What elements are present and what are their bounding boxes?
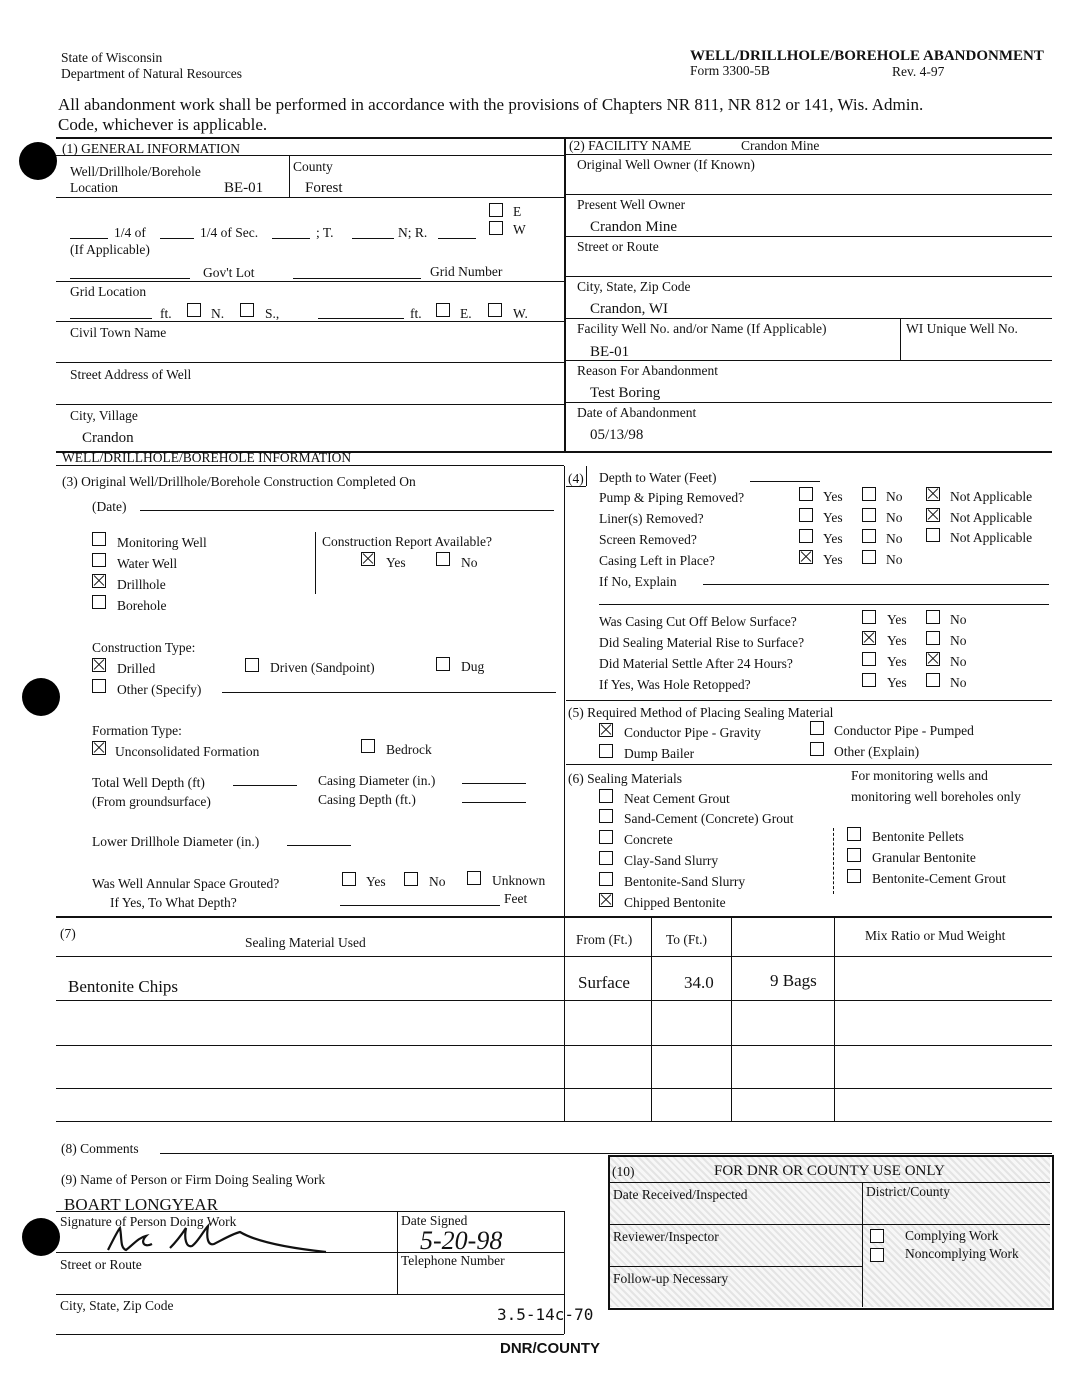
driven-checkbox[interactable]: [245, 658, 259, 672]
cut-yes-checkbox[interactable]: [862, 610, 876, 624]
dnr-use-heading: FOR DNR OR COUNTY USE ONLY: [714, 1163, 945, 1179]
quarter-section-label: 1/4 of Sec.: [200, 225, 259, 240]
facility-well-value[interactable]: BE-01: [590, 344, 630, 360]
district-county-label: District/County: [866, 1184, 950, 1199]
reason-value[interactable]: Test Boring: [590, 385, 661, 401]
screen-na-checkbox[interactable]: [926, 528, 940, 542]
from-groundsurface-label: (From groundsurface): [92, 794, 211, 809]
facility-name-value[interactable]: Crandon Mine: [741, 138, 820, 153]
cut-no-label: No: [950, 612, 967, 627]
drilled-label: Drilled: [117, 661, 156, 676]
form-number: Form 3300-5B: [690, 63, 770, 78]
form-title: WELL/DRILLHOLE/BOREHOLE ABANDONMENT: [690, 48, 1044, 64]
wi-unique-label: WI Unique Well No.: [906, 321, 1018, 336]
city-village-label: City, Village: [70, 408, 138, 423]
casing-yes-checkbox[interactable]: [799, 550, 813, 564]
punch-hole: [22, 678, 60, 716]
firm-name-value[interactable]: BOART LONGYEAR: [64, 1195, 219, 1214]
chipped-bentonite-label: Chipped Bentonite: [624, 895, 726, 910]
rise-no-label: No: [950, 633, 967, 648]
neat-cement-label: Neat Cement Grout: [624, 791, 730, 806]
location-label: Well/Drillhole/Borehole: [70, 164, 201, 179]
casing-diameter-label: Casing Diameter (in.): [318, 773, 436, 788]
grid-east-label: E.: [460, 306, 472, 321]
casing-no-label: No: [886, 552, 903, 567]
date-signed-label: Date Signed: [401, 1213, 468, 1228]
clay-sand-checkbox[interactable]: [599, 851, 613, 865]
grid-number-label: Grid Number: [430, 264, 503, 279]
liner-no-label: No: [886, 510, 903, 525]
info-section-title: WELL/DRILLHOLE/BOREHOLE INFORMATION: [62, 450, 352, 465]
water-well-checkbox[interactable]: [92, 553, 106, 567]
liner-yes-label: Yes: [823, 510, 843, 525]
screen-no-checkbox[interactable]: [862, 529, 876, 543]
liner-no-checkbox[interactable]: [862, 508, 876, 522]
form-revision: Rev. 4-97: [892, 64, 945, 79]
other-explain-label: Other (Explain): [834, 744, 920, 759]
copy-designation: DNR/COUNTY: [500, 1340, 600, 1357]
section-6-title: (6) Sealing Materials: [568, 771, 682, 786]
chipped-bentonite-checkbox[interactable]: [599, 893, 613, 907]
bentonite-sand-label: Bentonite-Sand Slurry: [624, 874, 746, 889]
county-label: County: [293, 159, 333, 174]
pump-label: Pump & Piping Removed?: [599, 490, 745, 505]
facility-well-label: Facility Well No. and/or Name (If Applicable): [577, 321, 827, 336]
grouted-unknown-checkbox[interactable]: [467, 871, 481, 885]
document-stamp: 3.5-14c-70: [497, 1305, 594, 1324]
quarter-label: 1/4 of: [114, 225, 146, 240]
casing-cut-label: Was Casing Cut Off Below Surface?: [599, 614, 797, 629]
from-column-header: From (Ft.): [576, 932, 633, 947]
pellets-checkbox[interactable]: [847, 827, 861, 841]
ft-label-2: ft.: [410, 306, 422, 321]
bedrock-checkbox[interactable]: [361, 739, 375, 753]
screen-yes-checkbox[interactable]: [799, 529, 813, 543]
dug-label: Dug: [461, 659, 485, 674]
casing-depth-label: Casing Depth (ft.): [318, 792, 416, 807]
section-9-title: (9) Name of Person or Firm Doing Sealing Work: [61, 1172, 326, 1187]
pump-yes-checkbox[interactable]: [799, 487, 813, 501]
bedrock-label: Bedrock: [386, 742, 432, 757]
lower-diameter-label: Lower Drillhole Diameter (in.): [92, 834, 260, 849]
street-route-label: Street or Route: [577, 239, 659, 254]
north-label: N.: [211, 306, 225, 321]
pump-na-checkbox[interactable]: [926, 487, 940, 501]
section-10-number: (10): [612, 1164, 635, 1179]
section-3-title: (3) Original Well/Drillhole/Borehole Construction Completed On: [62, 474, 416, 489]
city-state-zip-label: City, State, Zip Code: [577, 279, 691, 294]
noncomplying-label: Noncomplying Work: [905, 1246, 1019, 1261]
screen-no-label: No: [886, 531, 903, 546]
monitoring-note-2: monitoring well boreholes only: [851, 789, 1021, 804]
date-abandonment-value[interactable]: 05/13/98: [590, 427, 644, 443]
gravity-checkbox[interactable]: [599, 723, 613, 737]
location-value[interactable]: BE-01: [224, 180, 264, 196]
section-5-title: (5) Required Method of Placing Sealing Material: [568, 705, 834, 720]
monitoring-note: For monitoring wells and: [851, 768, 988, 783]
driven-label: Driven (Sandpoint): [270, 660, 375, 675]
west-label: W: [513, 222, 526, 237]
quantity-cell[interactable]: 9 Bags: [770, 971, 817, 990]
unconsolidated-label: Unconsolidated Formation: [115, 744, 260, 759]
rise-yes-checkbox[interactable]: [862, 631, 876, 645]
granular-label: Granular Bentonite: [872, 850, 976, 865]
grouted-no-checkbox[interactable]: [404, 872, 418, 886]
date-abandonment-label: Date of Abandonment: [577, 405, 697, 420]
south-label: S.,: [265, 306, 280, 321]
range-label: N; R.: [398, 225, 428, 240]
comments-label: (8) Comments: [61, 1141, 139, 1156]
original-owner-label: Original Well Owner (If Known): [577, 157, 755, 172]
what-depth-label: If Yes, To What Depth?: [110, 895, 237, 910]
retopped-no-checkbox[interactable]: [926, 673, 940, 687]
liner-na-checkbox[interactable]: [926, 508, 940, 522]
pump-no-checkbox[interactable]: [862, 487, 876, 501]
present-owner-label: Present Well Owner: [577, 197, 686, 212]
date-label: (Date): [92, 499, 127, 514]
report-no-checkbox[interactable]: [436, 552, 450, 566]
retopped-no-label: No: [950, 675, 967, 690]
water-well-label: Water Well: [117, 556, 178, 571]
drillhole-label: Drillhole: [117, 577, 166, 592]
rise-no-checkbox[interactable]: [926, 631, 940, 645]
bentonite-sand-checkbox[interactable]: [599, 872, 613, 886]
settle-no-label: No: [950, 654, 967, 669]
to-cell[interactable]: 34.0: [684, 973, 714, 992]
punch-hole: [22, 1218, 60, 1256]
retopped-yes-label: Yes: [887, 675, 907, 690]
from-cell[interactable]: Surface: [578, 973, 630, 992]
civil-town-label: Civil Town Name: [70, 325, 167, 340]
date-received-label: Date Received/Inspected: [613, 1187, 748, 1202]
report-yes-checkbox[interactable]: [361, 552, 375, 566]
settle-yes-checkbox[interactable]: [862, 652, 876, 666]
to-column-header: To (Ft.): [666, 932, 708, 947]
concrete-label: Concrete: [624, 832, 673, 847]
south-checkbox[interactable]: [240, 303, 254, 317]
punch-hole: [19, 142, 57, 180]
reason-label: Reason For Abandonment: [577, 363, 718, 378]
dug-checkbox[interactable]: [436, 657, 450, 671]
bentonite-cement-checkbox[interactable]: [847, 869, 861, 883]
section-2-title: (2) FACILITY NAME: [569, 138, 692, 153]
intro-text: All abandonment work shall be performed in accordance with the provisions of Chapters NR 811, NR 812 or 141, Wis. Admin.: [58, 95, 924, 114]
gravity-label: Conductor Pipe - Gravity: [624, 725, 761, 740]
noncomplying-checkbox[interactable]: [870, 1248, 884, 1262]
formation-type-label: Formation Type:: [92, 723, 182, 738]
grouted-yes-label: Yes: [366, 874, 386, 889]
depth-water-label: Depth to Water (Feet): [599, 470, 717, 485]
department-name: Department of Natural Resources: [61, 66, 243, 81]
construction-report-label: Construction Report Available?: [322, 534, 492, 549]
grouted-yes-checkbox[interactable]: [342, 872, 356, 886]
street-address-label: Street Address of Well: [70, 367, 192, 382]
city-state-zip-label-9: City, State, Zip Code: [60, 1298, 174, 1313]
govt-lot-label: Gov't Lot: [203, 265, 255, 280]
city-state-zip-value[interactable]: Crandon, WI: [590, 301, 669, 317]
casing-yes-label: Yes: [823, 552, 843, 567]
date-signed-value[interactable]: 5-20-98: [420, 1226, 503, 1255]
settle-yes-label: Yes: [887, 654, 907, 669]
telephone-label: Telephone Number: [401, 1253, 505, 1268]
east-label: E: [513, 204, 522, 219]
screen-yes-label: Yes: [823, 531, 843, 546]
cut-no-checkbox[interactable]: [926, 610, 940, 624]
liner-label: Liner(s) Removed?: [599, 511, 704, 526]
monitoring-well-checkbox[interactable]: [92, 532, 106, 546]
follow-up-label: Follow-up Necessary: [613, 1271, 729, 1286]
north-checkbox[interactable]: [187, 303, 201, 317]
casing-left-label: Casing Left in Place?: [599, 553, 715, 568]
dump-bailer-label: Dump Bailer: [624, 746, 695, 761]
street-route-label-9: Street or Route: [60, 1257, 142, 1272]
section-4-title: (4): [568, 471, 584, 486]
screen-label: Screen Removed?: [599, 532, 697, 547]
casing-no-checkbox[interactable]: [862, 550, 876, 564]
retopped-yes-checkbox[interactable]: [862, 673, 876, 687]
city-village-value[interactable]: Crandon: [82, 430, 134, 446]
pumped-label: Conductor Pipe - Pumped: [834, 723, 974, 738]
reviewer-label: Reviewer/Inspector: [613, 1229, 719, 1244]
monitoring-well-label: Monitoring Well: [117, 535, 207, 550]
section-7-number: (7): [60, 926, 76, 941]
pumped-checkbox[interactable]: [810, 721, 824, 735]
grouted-no-label: No: [429, 874, 446, 889]
cut-yes-label: Yes: [887, 612, 907, 627]
dump-bailer-checkbox[interactable]: [599, 744, 613, 758]
grouted-label: Was Well Annular Space Grouted?: [92, 876, 280, 891]
screen-na-label: Not Applicable: [950, 530, 1033, 545]
material-cell[interactable]: Bentonite Chips: [68, 977, 179, 996]
report-yes-label: Yes: [386, 555, 406, 570]
retopped-label: If Yes, Was Hole Retopped?: [599, 677, 751, 692]
complying-checkbox[interactable]: [870, 1229, 884, 1243]
bentonite-cement-label: Bentonite-Cement Grout: [872, 871, 1006, 886]
borehole-checkbox[interactable]: [92, 595, 106, 609]
other-explain-checkbox[interactable]: [810, 742, 824, 756]
neat-cement-checkbox[interactable]: [599, 789, 613, 803]
drilled-checkbox[interactable]: [92, 658, 106, 672]
explain-label: If No, Explain: [599, 574, 677, 589]
other-specify-checkbox[interactable]: [92, 679, 106, 693]
report-no-label: No: [461, 555, 478, 570]
mix-column-header: Mix Ratio or Mud Weight: [865, 928, 1006, 943]
feet-label: Feet: [504, 891, 528, 906]
ft-label: ft.: [160, 306, 172, 321]
complying-label: Complying Work: [905, 1228, 999, 1243]
clay-sand-label: Clay-Sand Slurry: [624, 853, 719, 868]
grouted-unknown-label: Unknown: [492, 873, 546, 888]
east-checkbox[interactable]: [489, 203, 503, 217]
liner-yes-checkbox[interactable]: [799, 508, 813, 522]
county-value[interactable]: Forest: [305, 180, 343, 196]
sand-cement-label: Sand-Cement (Concrete) Grout: [624, 811, 794, 826]
pump-na-label: Not Applicable: [950, 489, 1033, 504]
present-owner-value[interactable]: Crandon Mine: [590, 219, 678, 235]
grid-east-checkbox[interactable]: [436, 303, 450, 317]
rise-label: Did Sealing Material Rise to Surface?: [599, 635, 805, 650]
location-label-2: Location: [70, 180, 118, 195]
intro-text-2: Code, whichever is applicable.: [58, 115, 268, 134]
sand-cement-checkbox[interactable]: [599, 809, 613, 823]
construction-type-label: Construction Type:: [92, 640, 196, 655]
state-name: State of Wisconsin: [61, 50, 163, 65]
pump-yes-label: Yes: [823, 489, 843, 504]
total-depth-label: Total Well Depth (ft): [92, 775, 205, 790]
if-applicable-label: (If Applicable): [70, 242, 150, 257]
unconsolidated-checkbox[interactable]: [92, 741, 106, 755]
pump-no-label: No: [886, 489, 903, 504]
grid-west-checkbox[interactable]: [488, 303, 502, 317]
borehole-label: Borehole: [117, 598, 167, 613]
drillhole-checkbox[interactable]: [92, 574, 106, 588]
township-label: ; T.: [316, 225, 334, 240]
section-1-title: (1) GENERAL INFORMATION: [62, 141, 240, 156]
signature-label: Signature of Person Doing Work: [60, 1214, 237, 1229]
rise-yes-label: Yes: [887, 633, 907, 648]
west-checkbox[interactable]: [489, 221, 503, 235]
pellets-label: Bentonite Pellets: [872, 829, 964, 844]
signature: [100, 1220, 340, 1260]
liner-na-label: Not Applicable: [950, 510, 1033, 525]
granular-checkbox[interactable]: [847, 848, 861, 862]
settle-label: Did Material Settle After 24 Hours?: [599, 656, 793, 671]
grid-location-label: Grid Location: [70, 284, 147, 299]
other-specify-label: Other (Specify): [117, 682, 202, 697]
settle-no-checkbox[interactable]: [926, 652, 940, 666]
material-column-header: Sealing Material Used: [245, 935, 366, 950]
concrete-checkbox[interactable]: [599, 830, 613, 844]
grid-west-label: W.: [513, 306, 528, 321]
